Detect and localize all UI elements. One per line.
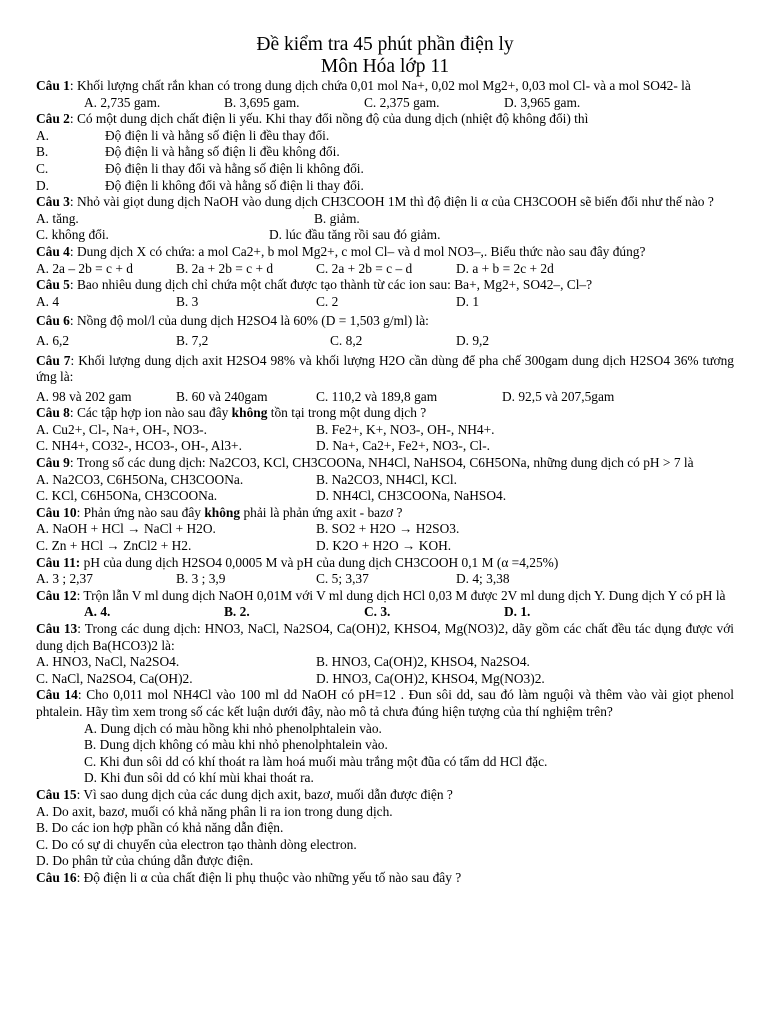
option-b: B. 3 ; 3,9 (176, 571, 226, 587)
question-label: Câu 12 (36, 587, 77, 603)
option-d: D. 4; 3,38 (456, 571, 510, 587)
option-a (36, 128, 734, 145)
options-row (36, 261, 734, 278)
question-label: Câu 15 (36, 786, 77, 802)
option-text: Độ điện li và hằng số điện li đều không đổi. (105, 144, 340, 160)
question-stem: Nhỏ vài giọt dung dịch NaOH vào dung dịch CH3COOH 1M thì độ điện li α của CH3COOH sẽ biến đổi như thế nào ? (76, 194, 714, 210)
option-text: Độ điện li thay đổi và hằng số điện li không đổi. (105, 160, 364, 176)
question-stem: Cho 0,011 mol NH4Cl vào 100 ml dd NaOH có pH=12 . Đun sôi dd, sau đó làm nguội và thêm vào vài giọt phenol phtalein. Hãy tìm xem trong số các kết luận dưới đây, nào mô tả chưa đúng hiện tượng của thí nghiệm trên? (36, 687, 734, 719)
option-a: A. 6,2 (36, 332, 70, 348)
option-c: C. Khi đun sôi dd có khí thoát ra làm hoá muối màu trắng một đũa có tẩm dd HCl đặc. (84, 753, 548, 769)
option-c: C. 5; 3,37 (316, 571, 369, 587)
option-letter: A. (36, 127, 50, 143)
question-stem: pH của dung dịch H2SO4 0,0005 M và pH của dung dịch CH3COOH 0,1 M (α =4,25%) (83, 554, 559, 570)
question-stem: Các tập hợp ion nào sau đây (76, 405, 229, 421)
question-5: Câu 5: Bao nhiêu dung dịch chỉ chứa một chất được tạo thành từ các ion sau: Ba+, Mg2+, SO42–, Cl–? (36, 277, 593, 293)
question-13: Câu 13: Trong các dung dịch: HNO3, NaCl, Na2SO4, Ca(OH)2, KHSO4, Mg(NO3)2, dãy gồm các chất đều tác dụng được với dung dịch Ba(HCO3)2 là: (36, 621, 735, 653)
question-stem-end: phải là phản ứng axit - bazơ ? (243, 504, 403, 520)
option-b: B. 60 và 240gam (176, 388, 268, 404)
option-b: B. SO2 + H2O → H2SO3. (316, 521, 460, 537)
option-c: C. KCl, C6H5ONa, CH3COONa. (36, 488, 218, 504)
option-b: B. HNO3, Ca(OH)2, KHSO4, Na2SO4. (316, 654, 530, 670)
question-12: Câu 12: Trộn lẫn V ml dung dịch NaOH 0,01M với V ml dung dịch HCl 0,03 M được 2V ml dung dịch Y. Dung dịch Y có pH là (36, 587, 726, 603)
option-b: B. giảm. (314, 210, 360, 226)
option-a: A. HNO3, NaCl, Na2SO4. (36, 654, 180, 670)
option-d: D. 9,2 (456, 332, 490, 348)
option-b: B. 2a + 2b = c + d (176, 260, 274, 276)
question-stem-end: tồn tại trong một dung dịch ? (270, 405, 427, 421)
question-label: Câu 14 (36, 687, 78, 703)
option-a: A. Do axit, bazơ, muối có khả năng phân li ra ion trong dung dịch. (36, 803, 393, 819)
option-c: C. 110,2 và 189,8 gam (316, 388, 438, 404)
options-row (36, 521, 734, 538)
option-c: C. NH4+, CO32-, HCO3-, OH-, Al3+. (36, 438, 242, 454)
option-d: D. 1 (456, 293, 480, 309)
option-a: A. 4 (36, 293, 60, 309)
question-stem: Phản ứng nào sau đây (83, 504, 201, 520)
option-b: B. 3 (176, 293, 199, 309)
option-d: D. HNO3, Ca(OH)2, KHSO4, Mg(NO3)2. (316, 670, 545, 686)
option-b: B. 3,695 gam. (224, 94, 300, 110)
question-label: Câu 11: (36, 554, 81, 570)
option-c: C. Zn + HCl → ZnCl2 + H2. (36, 538, 192, 554)
option-d: D. K2O + H2O → KOH. (316, 538, 452, 554)
question-stem: Dung dịch X có chứa: a mol Ca2+, b mol Mg2+, c mol Cl– và d mol NO3–,. Biểu thức nào sau đây đúng? (76, 243, 646, 259)
question-stem: Bao nhiêu dung dịch chỉ chứa một chất được tạo thành từ các ion sau: Ba+, Mg2+, SO42–, Cl–? (76, 277, 593, 293)
question-1: Câu 1: Khối lượng chất rắn khan có trong dung dịch chứa 0,01 mol Na+, 0,02 mol Mg2+, 0,03 mol Cl- và a mol SO42- là (36, 78, 691, 93)
question-label: Câu 7 (36, 352, 71, 368)
exam-subtitle: Môn Hóa lớp 11 (320, 56, 450, 77)
option-a: A. 2,735 gam. (84, 94, 161, 110)
option-c: C. NaCl, Na2SO4, Ca(OH)2. (36, 670, 193, 686)
question-label: Câu 5 (36, 277, 70, 293)
option-b: B. 7,2 (176, 332, 209, 348)
question-16: Câu 16: Độ điện li α của chất điện li phụ thuộc vào những yếu tố nào sau đây ? (36, 869, 462, 885)
question-15: Câu 15: Vì sao dung dịch của các dung dịch axit, bazơ, muối dẫn được điện ? (36, 786, 453, 802)
options-row (36, 654, 734, 671)
option-d: D. lúc đầu tăng rồi sau đó giảm. (269, 227, 441, 243)
question-stem-emphasis: không (231, 405, 268, 421)
question-stem: Trộn lẫn V ml dung dịch NaOH 0,01M với V ml dung dịch HCl 0,03 M được 2V ml dung dịch Y. Dung dịch Y có pH là (83, 587, 726, 603)
option-b: B. Fe2+, K+, NO3-, OH-, NH4+. (316, 421, 495, 437)
option-c: C. không đổi. (36, 227, 109, 243)
options-row (36, 422, 734, 439)
question-6: Câu 6: Nồng độ mol/l của dung dịch H2SO4 là 60% (D = 1,503 g/ml) là: (36, 313, 429, 329)
question-8: Câu 8: Các tập hợp ion nào sau đây không tồn tại trong một dung dịch ? (36, 405, 427, 421)
options-row (36, 294, 734, 311)
options-row (36, 472, 734, 489)
question-label: Câu 9 (36, 455, 70, 471)
question-7: Câu 7: Khối lượng dung dịch axit H2SO4 98% và khối lượng H2O cần dùng để pha chế 300gam dung dịch H2SO4 36% tương ứng là: (36, 352, 734, 385)
question-stem: Vì sao dung dịch của các dung dịch axit, bazơ, muối dẫn được điện ? (83, 786, 453, 802)
option-c: C. 2 (316, 293, 339, 309)
option-a: A. Na2CO3, C6H5ONa, CH3COONa. (36, 471, 244, 487)
exam-title: Đề kiểm tra 45 phút phần điện ly (256, 34, 514, 55)
question-label: Câu 6 (36, 313, 70, 329)
option-d: D. a + b = 2c + 2d (456, 260, 554, 276)
options-row (36, 671, 734, 688)
option-d: D. Do phân tử của chúng dẫn được điện. (36, 853, 254, 869)
question-2: Câu 2: Có một dung dịch chất điện li yếu. Khi thay đổi nồng độ của dung dịch (nhiệt độ không đổi) thì (36, 111, 589, 127)
options-row (36, 488, 734, 505)
question-stem: Khối lượng chất rắn khan có trong dung dịch chứa 0,01 mol Na+, 0,02 mol Mg2+, 0,03 mol Cl- và a mol SO42- là (76, 78, 691, 93)
option-letter: B. (36, 144, 49, 160)
options-row (36, 227, 734, 244)
option-d: D. 1. (504, 604, 531, 620)
option-c: C. 3. (364, 604, 391, 620)
question-label: Câu 10 (36, 504, 77, 520)
option-a: A. 3 ; 2,37 (36, 571, 93, 587)
option-b: B. 2. (224, 604, 250, 620)
question-label: Câu 13 (36, 621, 78, 636)
question-stem: Trong số các dung dịch: Na2CO3, KCl, CH3COONa, NH4Cl, NaHSO4, C6H5ONa, những dung dịch có pH > 7 là (76, 455, 694, 471)
question-3: Câu 3: Nhỏ vài giọt dung dịch NaOH vào dung dịch CH3COOH 1M thì độ điện li α của CH3COOH sẽ biến đổi như thế nào ? (36, 194, 714, 210)
options-row (36, 571, 734, 588)
option-d: D. 3,965 gam. (504, 94, 581, 110)
option-d (36, 178, 734, 195)
option-d: D. 92,5 và 207,5gam (502, 388, 615, 404)
question-10: Câu 10: Phản ứng nào sau đây không phải là phản ứng axit - bazơ ? (36, 504, 403, 520)
option-b (36, 144, 734, 161)
question-stem: Có một dung dịch chất điện li yếu. Khi thay đổi nồng độ của dung dịch (nhiệt độ không đổi) thì (76, 111, 589, 127)
question-9: Câu 9: Trong số các dung dịch: Na2CO3, KCl, CH3COONa, NH4Cl, NaHSO4, C6H5ONa, những dung dịch có pH > 7 là (36, 455, 694, 471)
question-label: Câu 2 (36, 111, 70, 127)
question-11 (36, 555, 734, 572)
option-a: A. Dung dịch có màu hồng khi nhỏ phenolphtalein vào. (84, 720, 382, 736)
options-row (36, 211, 734, 228)
option-c: C. 2,375 gam. (364, 94, 440, 110)
options-row (36, 538, 734, 555)
question-stem: Khối lượng dung dịch axit H2SO4 98% và khối lượng H2O cần dùng để pha chế 300gam dung dịch H2SO4 36% tương ứng là: (36, 352, 734, 385)
option-b: B. Na2CO3, NH4Cl, KCl. (316, 471, 457, 487)
option-text: Độ điện li không đổi và hằng số điện li thay đổi. (105, 177, 364, 193)
option-a: A. NaOH + HCl → NaCl + H2O. (36, 521, 216, 537)
option-d: D. Na+, Ca2+, Fe2+, NO3-, Cl-. (316, 438, 491, 454)
options-row (36, 333, 734, 350)
option-c: C. Do có sự di chuyển của electron tạo thành dòng electron. (36, 836, 357, 852)
option-a: A. 2a – 2b = c + d (36, 260, 133, 276)
options-row (36, 95, 734, 112)
question-label: Câu 8 (36, 405, 70, 421)
option-c (36, 161, 734, 178)
option-letter: C. (36, 160, 49, 176)
option-letter: D. (36, 177, 50, 193)
option-c: C. 8,2 (330, 332, 363, 348)
option-d: D. Khi đun sôi dd có khí mùi khai thoát ra. (84, 770, 314, 786)
question-stem: Trong các dung dịch: HNO3, NaCl, Na2SO4, Ca(OH)2, KHSO4, Mg(NO3)2, dãy gồm các chất đều tác dụng được với dung dịch Ba(HCO3)2 là: (36, 621, 735, 653)
option-b: B. Dung dịch không có màu khi nhỏ phenolphtalein vào. (84, 737, 388, 753)
options-row (36, 389, 734, 406)
question-stem: Độ điện li α của chất điện li phụ thuộc vào những yếu tố nào sau đây ? (83, 869, 462, 885)
option-a: A. tăng. (36, 210, 79, 226)
option-a: A. Cu2+, Cl-, Na+, OH-, NO3-. (36, 421, 207, 437)
options-row (36, 438, 734, 455)
option-a: A. 98 và 202 gam (36, 388, 132, 404)
option-c: C. 2a + 2b = c – d (316, 260, 413, 276)
question-label: Câu 16 (36, 869, 77, 885)
question-stem-emphasis: không (204, 504, 241, 520)
question-14: Câu 14: Cho 0,011 mol NH4Cl vào 100 ml dd NaOH có pH=12 . Đun sôi dd, sau đó làm nguội và thêm vào vài giọt phenol phtalein. Hãy tìm xem trong số các kết luận dưới đây, nào mô tả chưa đúng hiện tượng của thí nghiệm trên? (36, 687, 734, 719)
option-text: Độ điện li và hằng số điện li đều thay đổi. (105, 127, 330, 143)
question-label: Câu 3 (36, 194, 70, 210)
options-row (36, 604, 734, 621)
option-a: A. 4. (84, 604, 111, 620)
question-label: Câu 4 (36, 243, 70, 259)
question-label: Câu 1 (36, 78, 70, 93)
question-4: Câu 4: Dung dịch X có chứa: a mol Ca2+, b mol Mg2+, c mol Cl– và d mol NO3–,. Biểu thức nào sau đây đúng? (36, 243, 646, 259)
option-d: D. NH4Cl, CH3COONa, NaHSO4. (316, 488, 507, 504)
option-b: B. Do các ion hợp phần có khả năng dẫn điện. (36, 820, 284, 836)
question-stem: Nồng độ mol/l của dung dịch H2SO4 là 60% (D = 1,503 g/ml) là: (76, 313, 429, 329)
